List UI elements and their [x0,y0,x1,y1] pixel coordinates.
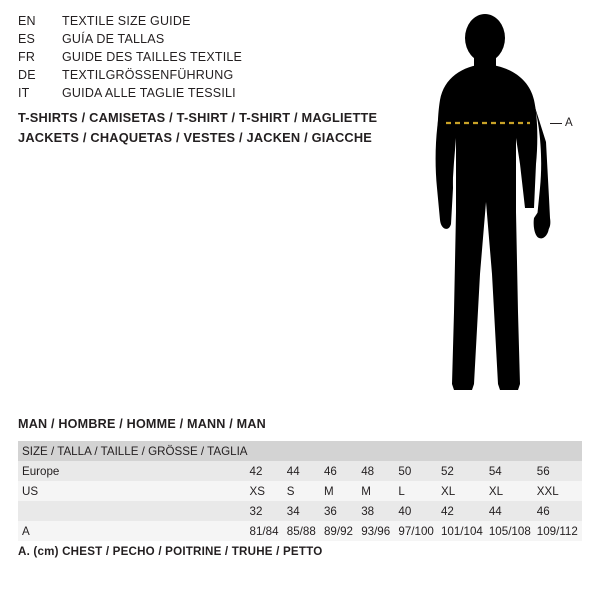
language-row [18,68,398,86]
language-text: TEXTILE SIZE GUIDE [62,14,191,28]
language-row [18,86,398,104]
table-row [18,521,582,541]
category-tshirts: T-SHIRTS / CAMISETAS / T-SHIRT / T-SHIRT / MAGLIETTE [18,110,378,125]
table-cell: 42 [248,461,285,481]
category-list [18,110,418,150]
male-silhouette-figure [410,12,590,402]
language-code: FR [18,50,36,64]
table-cell: XL [487,481,535,501]
table-header-label: SIZE / TALLA / TAILLE / GRÖSSE / TAGLIA [18,441,248,461]
table-cell: 40 [396,501,439,521]
table-cell: 109/112 [535,521,582,541]
language-text: TEXTILGRÖSSENFÜHRUNG [62,68,234,82]
table-cell: M [322,481,359,501]
language-list [18,14,398,104]
table-cell: 56 [535,461,582,481]
table-cell: 44 [285,461,322,481]
row-label: US [18,481,248,501]
row-label: Europe [18,461,248,481]
language-code: DE [18,68,36,82]
table-row [18,481,582,501]
table-cell: 36 [322,501,359,521]
table-cell: 48 [359,461,396,481]
table-cell: 54 [487,461,535,481]
table-cell: 105/108 [487,521,535,541]
language-text: GUÍA DE TALLAS [62,32,165,46]
table-cell: 101/104 [439,521,487,541]
silhouette-icon [410,12,590,402]
table-cell: 44 [487,501,535,521]
table-cell: 50 [396,461,439,481]
language-text: GUIDE DES TAILLES TEXTILE [62,50,243,64]
marker-label-a: A [565,117,574,129]
table-header-row [18,441,582,461]
row-label [18,501,248,521]
language-row [18,50,398,68]
table-cell: 81/84 [248,521,285,541]
table-cell: 85/88 [285,521,322,541]
section-title-man: MAN / HOMBRE / HOMME / MANN / MAN [18,417,266,431]
table-cell: XXL [535,481,582,501]
table-cell: 46 [322,461,359,481]
row-label: A [18,521,248,541]
category-jackets: JACKETS / CHAQUETAS / VESTES / JACKEN / GIACCHE [18,130,373,145]
table-cell: M [359,481,396,501]
language-row [18,32,398,50]
table-cell: XS [248,481,285,501]
table-cell: 46 [535,501,582,521]
table-cell: 38 [359,501,396,521]
marker-leader-line [550,123,562,124]
table-cell: L [396,481,439,501]
table-row [18,501,582,521]
table-cell: 97/100 [396,521,439,541]
table-cell: 52 [439,461,487,481]
table-cell: XL [439,481,487,501]
table-cell: 42 [439,501,487,521]
language-code: IT [18,86,30,100]
table-cell: 89/92 [322,521,359,541]
language-code: EN [18,14,36,28]
table-cell: 34 [285,501,322,521]
table-row [18,461,582,481]
table-cell: 93/96 [359,521,396,541]
language-code: ES [18,32,36,46]
size-table [18,441,582,541]
table-cell: S [285,481,322,501]
table-cell: 32 [248,501,285,521]
footnote-chest: A. (cm) CHEST / PECHO / POITRINE / TRUHE / PETTO [18,545,323,558]
language-row [18,14,398,32]
language-text: GUIDA ALLE TAGLIE TESSILI [62,86,236,100]
